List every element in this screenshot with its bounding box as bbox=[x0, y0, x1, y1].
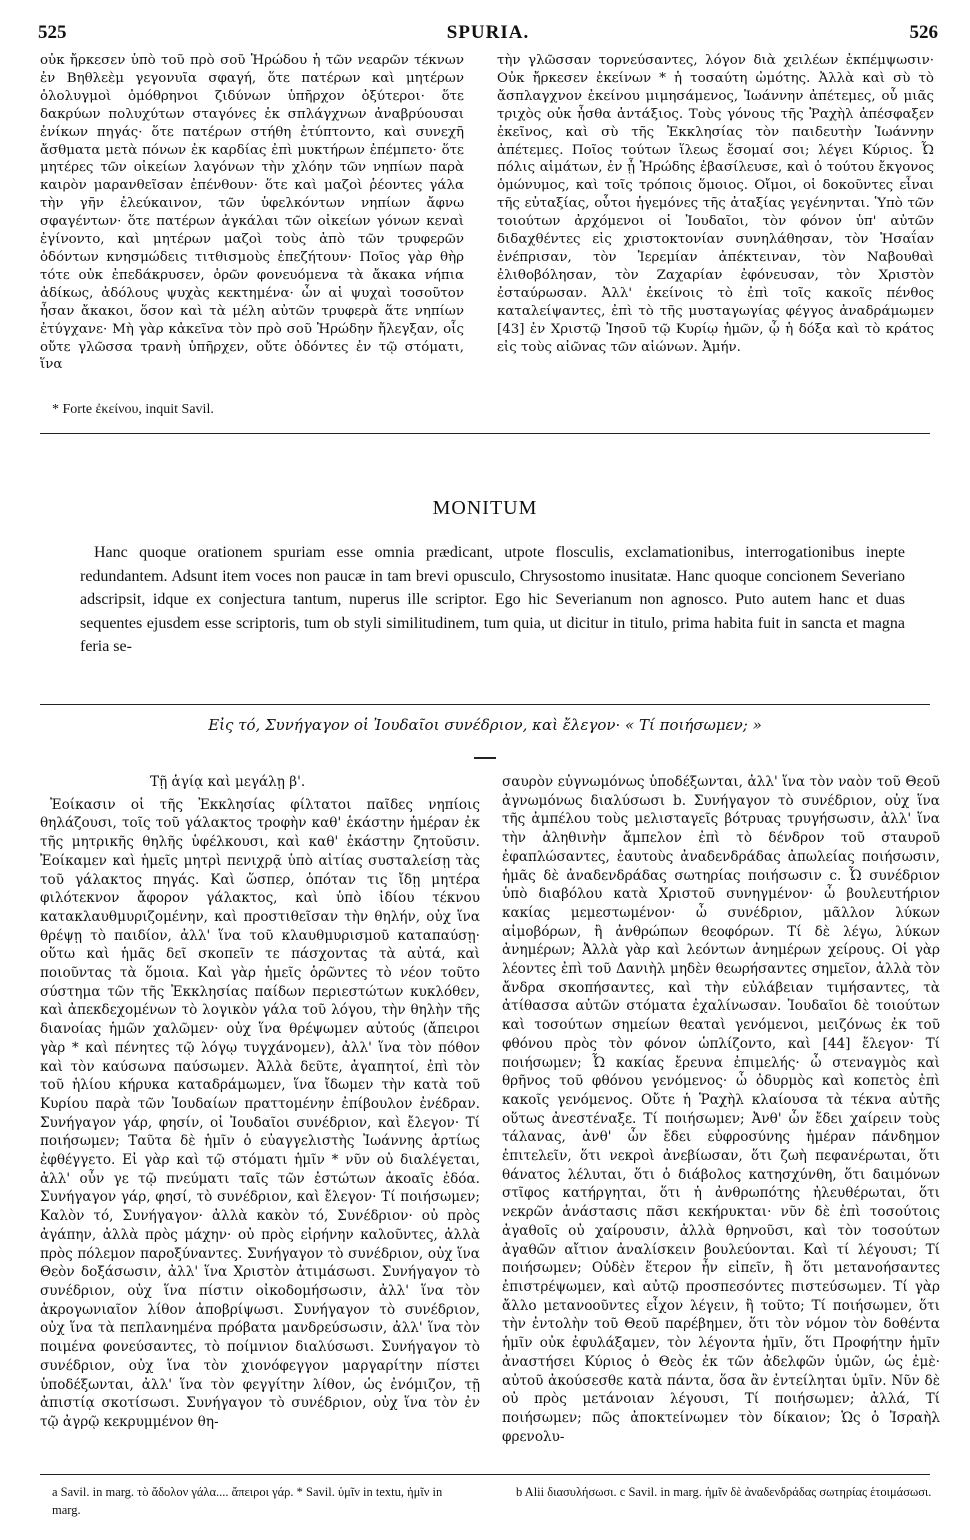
text-column-bottom-right bbox=[502, 773, 940, 1446]
paragraph: τὴν γλῶσσαν τορνεύσαντες, λόγον διὰ χειλέων ἐκπέμψωσιν· Οὐκ ἤρκεσεν ἐκείνων * ἡ τοσαύτη ὠμότης. Ἀλλὰ καὶ σὺ τὸ ἄσπλαγχνον ἐκείνου μιμησάμενος, Ἰωάννην ἀπέτεμες, οὗ μιᾶς τριχὸς οὐκ ἦσθα ἀντάξιος. Τοὺς γόνους τῆς Ῥαχὴλ ἀπέσφαξεν ἐκεῖνος, καὶ σὺ τῆς Ἐκκλησίας τὸν παιδευτὴν Ἰωάννην ἀπέτεμες. Ποῖος τούτων ἵλεως ἔσομαί σοι; λέγει Κύριος. Ὦ πόλις αἱμάτων, ἐν ᾗ Ἡρώδης ἐβασίλευσε, καὶ ὁ τούτου ἔκγονος ὁμώνυμος, καὶ τοῖς τρόποις ὅμοιος. Οἴμοι, οἱ δοκοῦντες εἶναι τῆς εὐταξίας, οὗτοι ἡγεμόνες τῆς ἀταξίας γεγένηνται. Ὑπὸ τῶν τοιούτων ἀρχόμενοι οἱ Ἰουδαῖοι, τὸν φόνον ὑπ' αὐτῶν διδαχθέντες εἰς χριστοκτονίαν συνηλάθησαν, τὸν Ἡσαΐαν ἐνέπρισαν, τὸν Ἱερεμίαν ἀπέκτειναν, τὸν Ναβουθαὶ ἐλιθοβόλησαν, τὸν Ζαχαρίαν ἐφόνευσαν, τὸν Χριστὸν ἐσταύρωσαν. Ἀλλ' ἐκείνοις τὸ ἐπὶ τοῖς κακοῖς πένθος καταλείψαντες, ἐπὶ τὸ τῆς μυσταγωγίας φέγγος ἀναδράμωμεν [43] ἐν Χριστῷ Ἰησοῦ τῷ Κυρίῳ ἡμῶν, ᾧ ἡ δόξα καὶ τὸ κράτος εἰς τοὺς αἰῶνας τῶν αἰώνων. Ἀμήν. bbox=[497, 53, 934, 355]
text-column-top-right bbox=[497, 52, 934, 356]
monitum-text bbox=[80, 541, 905, 659]
divider bbox=[40, 704, 930, 705]
paragraph: σαυρὸν εὐγνωμόνως ὑποδέξωνται, ἀλλ' ἵνα τὸν ναὸν τοῦ Θεοῦ ἀγνωμόνως διαλύσωσι b. Συνήγαγον τὸ συνέδριον, οὐχ ἵνα τῆς ἀμπέλου τοὺς μελισταγεῖς βότρυας τρυγήσωσιν, ἀλλ' ἵνα τὴν ἀληθινὴν ἄμπελον ἐπὶ τὸ δένδρον τοῦ σταυροῦ ἐφαπλώσαντες, ἑαυτοὺς ἀναδενδράδας ἀπωλείας ποιήσωσιν, ἡμᾶς δὲ ἀναδενδράδας σωτηρίας ποιήσωσιν c. Ὦ συνέδριον ὑπὸ διαβόλου κατὰ Χριστοῦ συνηγμένον· ὦ βουλευτήριον κακίας μεμεστωμένον· ὦ συνέδριον, μᾶλλον λύκων αἱμοβόρων, ἢ ἀνθρώπων θεοφόρων. Τί δὲ λέγω, λύκων ἀνημέρων; Ἀλλὰ γὰρ καὶ λεόντων ἀνημέρων χείρους. Οἱ γὰρ λέοντες ἐπὶ τοῦ Δανιὴλ μηδὲν θεωρήσαντες σημεῖον, ἀλλὰ τὸν ἄνδρα σκοπήσαντες, καὶ τὴν εὐλάβειαν τιμήσαντες, τὰ ἀτίθασσα αὐτῶν στόματα ἐχαλίνωσαν. Ἰουδαῖοι δὲ τοιούτων καὶ τοσούτων σημείων θεαταὶ γενόμενοι, μειζόνως ἐκ τοῦ φθόνου πρὸς τὸν φόνον ὡπλίζοντο, καὶ [44] ἔλεγον· Τί ποιήσωμεν; Ὦ κακίας ἔρευνα ἐπιμελής· ὦ στεναγμὸς καὶ θρῆνος τοῦ φθόνου γενόμενος· ὦ ὀδυρμὸς καὶ κοπετὸς ἐπὶ κακοῖς γενόμενος. Οὔτε ἡ Ῥαχὴλ κλαίουσα τὰ τέκνα αὐτῆς οὕτως ἀνεστέναξε. Τί ποιήσωμεν; Ἀνθ' ὧν ἔδει χαίρειν τοὺς τάλανας, ἀνθ' ὧν ἔδει εὐφροσύνης ἡμέραν πάνδημον ἐπιτελεῖν, ὅτι νεκροὶ ἀνεβίωσαν, ὅτι ζωὴ πεφανέρωται, ὅτι θάνατος λέλυται, ὅτι ὁ διάβολος κατησχύνθη, ὅτι δαιμόνων στῖφος κατήργηται, ὅτι ἡ ἀνθρωπότης ἠλευθέρωται, ὅτι νεκρῶν ἀνάστασις πᾶσι κεκήρυκται· νῦν δὲ ἐπὶ τοσούτοις ἀγαθοῖς οὐ χαίρουσιν, ἀλλὰ θρηνοῦσι, καὶ τὸν τοσούτων ἀγαθῶν αἴτιον ἀναλίσκειν βουλεύονται. Καὶ τί λέγουσι; Τί ποιήσωμεν; Οὐδὲν ἕτερον ἦν εἰπεῖν, ἢ ὅτι μετανοήσαντες ἐπιστρέψωμεν, καὶ αὐτῷ προσπεσόντες πιστεύσωμεν. Τί γὰρ ἄλλο μετανοοῦντες εἶχον λέγειν, ἢ τοῦτο; Τί ποιήσωμεν, ὅτι τὴν ἐντολὴν τοῦ Θεοῦ παρέβημεν, ὅτι τὸν νόμον τὸν δοθέντα ἡμῖν οὐκ ἐφυλάξαμεν, τὸν λέγοντα ἡμῖν, ὅτι Προφήτην ἡμῖν ἀναστήσει Κύριος ὁ Θεὸς ἐκ τῶν ἀδελφῶν ὑμῶν, ὡς ἐμὲ· αὐτοῦ ἀκούσεσθε κατὰ πάντα, ὅσα ἂν ἐντείληται ὑμῖν. Νῦν δὲ οὐ πρὸς μετάνοιαν λέγουσι, Τί ποιήσωμεν; ἀλλά, Τί ποιήσωμεν; πῶς ἀποκτείνωμεν τὸν δίκαιον; Ὡς ὁ Ἰσραὴλ φρενολυ- bbox=[502, 774, 940, 1445]
divider bbox=[40, 433, 930, 434]
running-title: SPURIA. bbox=[446, 22, 530, 43]
footnote: * Forte ἐκείνου, inquit Savil. bbox=[52, 402, 214, 417]
page-header bbox=[38, 22, 938, 46]
paragraph: Ἐοίκασιν οἱ τῆς Ἐκκλησίας φίλτατοι παῖδες νηπίοις θηλάζουσι, τοῖς τοῦ γάλακτος τροφὴν καθ' ἑκάστην ἡμέραν ἐκ τῆς μητρικῆς θηλῆς ὑφέλκουσι, καὶ καθ' ἑκάστην ζητοῦσιν. Ἐοίκαμεν καὶ ἡμεῖς μητρὶ πενιχρᾷ ὑπὸ αἰτίας συσταλείσῃ τὰς τοῦ γάλακτος πηγάς. Καὶ ὥσπερ, ὁπόταν τις ἴδῃ μητέρα φιλότεκνον ἄφορον γάλακτος, καὶ ὑπὸ ἰδίου τέκνου κατακλαυθμυριζομένην, καὶ προστιθεῖσαν τὴν θηλήν, οὐχ ἵνα θρέψῃ τὸ παιδίον, ἀλλ' ἵνα τοῦ κλαυθμυρισμοῦ καταπαύσῃ· οὕτω καὶ ἡμᾶς δεῖ σκοπεῖν τε πάσχοντας τὰ αὐτά, καὶ ποιοῦντας τὰ ὅμοια. Καὶ γὰρ ἡμεῖς ὁρῶντες τὸ νέον τοῦτο σύστημα τῶν τῆς Ἐκκλησίας παίδων περιεστώτων κυκλόθεν, καὶ ἀπεκδεχομένων τὸ λογικὸν γάλα τοῦ λόγου, τὴν θηλὴν τῆς διανοίας ἡμῶν χαλῶμεν· οὐχ ἵνα θρέψωμεν αὐτούς (ἄπειροι γὰρ * καὶ πένητες τῷ λόγῳ τυγχάνομεν), ἀλλ' ἵνα τὸν πόθον καὶ τὸν καύσωνα παύσωμεν. Ἀλλὰ δεῦτε, ἀγαπητοί, ἐπὶ τὸν τοῦ ἡλίου κήρυκα καταδράμωμεν, ἵνα ἴδωμεν τὴν κατὰ τοῦ Κυρίου παρὰ τῶν Ἰουδαίων πραττομένην ἐπίβουλον ἐνέδραν. Συνήγαγον γάρ, φησίν, οἱ Ἰουδαῖοι συνέδριον, καὶ ἔλεγον· Τί ποιήσωμεν; Ταῦτα δὲ ἡμῖν ὁ εὐαγγελιστὴς Ἰωάννης ἀρτίως ἐφθέγγετο. Εἰ γὰρ καὶ τῷ στόματι ἡμῖν * νῦν οὐ διαλέγεται, ἀλλ' οὖν γε τῷ πνεύματι ταῖς τῶν ἐστώτων ἀκοαῖς ἐδόα. Συνήγαγον γάρ, φησί, τὸ συνέδριον, καὶ ἔλεγον· Τί ποιήσωμεν; Καλὸν τό, Συνήγαγον· ἀλλὰ κακὸν τό, Συνέδριον· οὐ πρὸς ἀγάπην, ἀλλὰ πρὸς μάχην· οὐ πρὸς εἰρήνην καλοῦντες, ἀλλὰ πρὸς πόλεμον παροξύναντες. Συνήγαγον τὸ συνέδριον, οὐχ ἵνα Θεὸν δοξάσωσιν, ἀλλ' ἵνα Χριστὸν ἀτιμάσωσι. Συνήγαγον τὸ συνέδριον, οὐχ ἵνα πίστιν οἰκοδομήσωσιν, ἀλλ' ἵνα τὸν ἀκρογωνιαῖον λίθον ἀποβρίψωσι. Συνήγαγον τὸ συνέδριον, οὐχ ἵνα τὰ πεπλανημένα πρόβατα μανδρεύσωσιν, ἀλλ' ἵνα τὸν ποιμένα φονεύσαντες, τὸ ποίμνιον διαλύσωσι. Συνήγαγον τὸ συνέδριον, οὐχ ἵνα τὸν χιονόφεγγον μαργαρίτην πίστει ὑποδέξωνται, ἀλλ' ἵνα τὸν φεγγίτην λίθον, ὡς ἐνόμιζον, τῇ ἀπιστίᾳ σκοτίσωσι. Συνήγαγον τὸ συνέδριον, οὐχ ἵνα τὸν ἐν τῷ ἀγρῷ κεκρυμμένον θη- bbox=[40, 796, 480, 1430]
text-column-top-left bbox=[40, 52, 464, 374]
section-heading: MONITUM bbox=[432, 497, 538, 519]
homily-title: Εἰς τό, Συνήγαγον οἱ Ἰουδαῖοι συνέδριον, καὶ ἔλεγον· « Τί ποιήσωμεν; » bbox=[208, 716, 762, 734]
divider bbox=[40, 1474, 930, 1475]
day-heading: Τῇ ἁγίᾳ καὶ μεγάλῃ β'. bbox=[150, 774, 306, 790]
paragraph: οὐκ ἤρκεσεν ὑπὸ τοῦ πρὸ σοῦ Ἡρώδου ἡ τῶν νεαρῶν τέκνων ἐν Βηθλεὲμ γεγονυῖα σφαγή, ὅτε πατέρων καὶ μητέρων ὀλολυγμοὶ ὁμόθρηνοι ζιδύνων ὑπῆρχον ὀξύτεροι· ὅτε δακρύων πολυχύτων σταγόνες ἐκ σπλάγχνων ἀναβρύουσαι ἐνίκων πηγάς· ὅτε πατέρων στήθη ἐτύπτοντο, καὶ συνεχῆ ἄσθματα μετὰ πόνων ἐκ καρδίας ἐπὶ μυκτήρων ἐπέμπετο· ὅτε μητέρες τῶν οἰκείων λαγόνων τὴν χλόην τῶν νηπίων παρὰ καιρὸν μαρανθεῖσαν ἐπένθουν· ὅτε καὶ μαζοὶ ῥέοντες γάλα τὴν γῆν ἐλεύκαινον, τῶν ὑφελκόντων νηπίων ἄφνω σφαγέντων· ὅτε πατέρων ἀγκάλαι τῶν οἰκείων γόνων κεναὶ ἐγίνοντο, καὶ μητέρων μαζοὶ τοὺς ἀπὸ τῶν τρυφερῶν ὀδόντων κνησμώδεις τιτθισμοὺς ἐπεζήτουν· Ποῖος γὰρ θὴρ τότε οὐκ ἐπεδάκρυσεν, ὁρῶν φονευόμενα τὰ ἄκακα νήπια ἀδίκως, ἀδόλους ψυχὰς κεκτημένα· ὧν αἱ ψυχαὶ τοσοῦτον ἦσαν ἄκακοι, ὅσον καὶ τὰ μέλη αὐτῶν τρυφερὰ ἅτε νηπίων ἐτύγχανε· Μὴ γὰρ κἀκεῖνα τὸν πρὸ σοῦ Ἡρώδην ἤλεγξαν, οἷς οὔτε γλῶσσα τρανὴ ὑπῆρχεν, οὔτε ὀδόντες ἐν τῷ στόματι, ἵνα bbox=[40, 53, 464, 373]
title-rule bbox=[474, 757, 496, 759]
footnotes-left: a Savil. in marg. τὸ ἄδολον γάλα.... ἄπειροι γάρ. * Savil. ὑμῖν in textu, ἡμῖν in marg. bbox=[52, 1485, 443, 1517]
footnotes-right: b Alii διασυλήσωσι. c Savil. in marg. ἡμῖν δὲ ἀναδενδράδας σωτηρίας ἑτοιμάσωσι. bbox=[516, 1485, 932, 1499]
page-number-left: 525 bbox=[38, 22, 67, 43]
page-number-right: 526 bbox=[909, 22, 938, 43]
paragraph: Hanc quoque orationem spuriam esse omnia prædicant, utpote flosculis, exclamationibus, interrogationibus inepte redundantem. Adsunt item voces non paucæ in tam brevi opusculo, Chrysostomo inusitatæ. Hanc quoque concionem Severiano adscripsit, idque ex conjectura tantum, nuperus ille scriptor. Ego hic Severianum non agnosco. Puto autem hanc et duas sequentes ejusdem esse scriptoris, tum ob styli similitudinem, tum quia, ut dicitur in titulo, prima habita fuit in sancta et magna feria se- bbox=[80, 544, 905, 656]
text-column-bottom-left bbox=[40, 773, 480, 1432]
